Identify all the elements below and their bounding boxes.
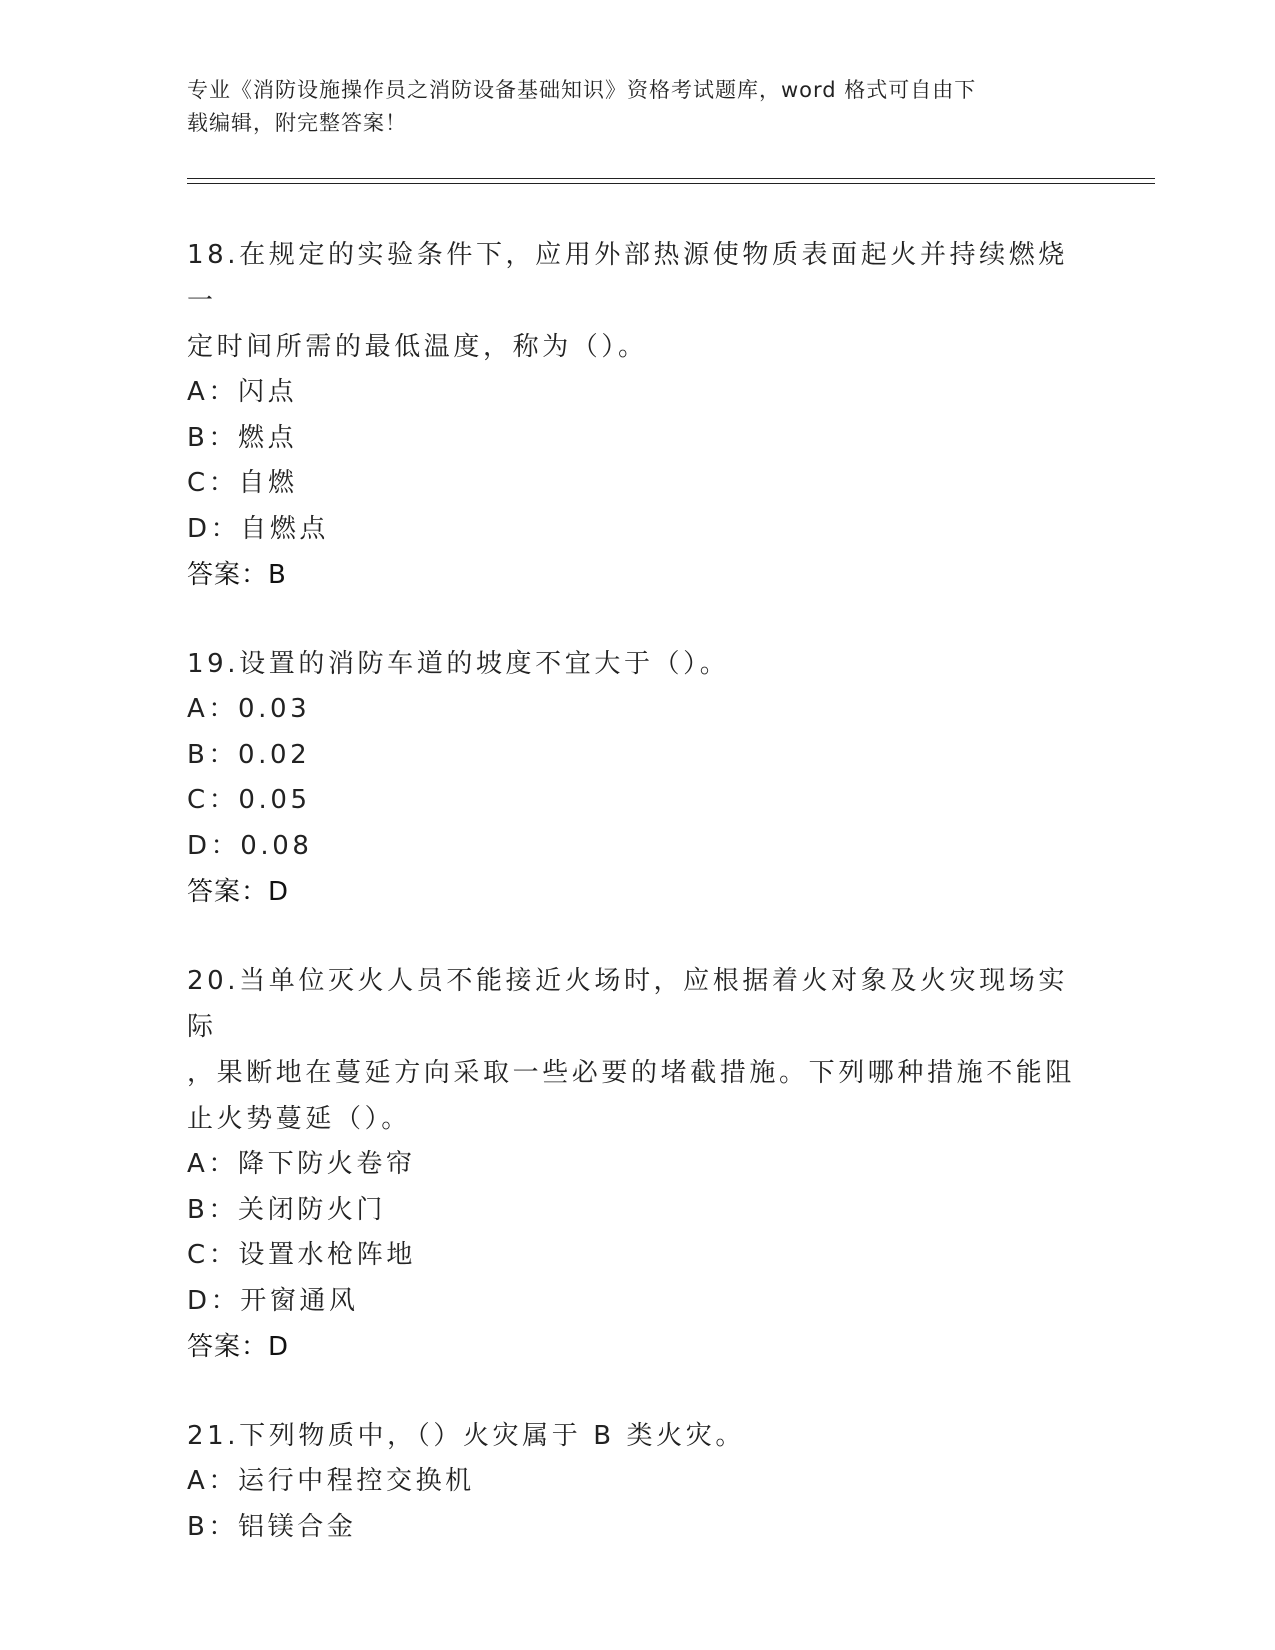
question-19 bbox=[187, 641, 1087, 915]
option-a: A：闪点 bbox=[187, 377, 298, 407]
header-divider-bottom bbox=[187, 183, 1155, 184]
option-d: D：开窗通风 bbox=[187, 1285, 359, 1316]
answer-line: 答案：D bbox=[187, 1332, 290, 1362]
question-stem-line: 19.设置的消防车道的坡度不宜大于（）。 bbox=[187, 649, 730, 679]
answer-line: 答案：D bbox=[187, 877, 290, 907]
question-stem-line: 21.下列物质中，（）火灾属于 B 类火灾。 bbox=[187, 1421, 745, 1451]
option-c: C：自燃 bbox=[187, 468, 298, 498]
option-c: C：设置水枪阵地 bbox=[187, 1240, 416, 1270]
question-stem-line: 20.当单位灭火人员不能接近火场时，应根据着火对象及火灾现场实际 bbox=[187, 966, 1068, 1042]
option-a: A：0.03 bbox=[187, 694, 311, 724]
document-header bbox=[187, 74, 1087, 140]
option-b: B：关闭防火门 bbox=[187, 1194, 387, 1225]
header-divider-top bbox=[187, 178, 1155, 179]
header-line-2: 载编辑，附完整答案！ bbox=[187, 111, 407, 135]
question-stem-line: 止火势蔓延（）。 bbox=[187, 1104, 411, 1134]
question-stem-line: 定时间所需的最低温度，称为（）。 bbox=[187, 332, 648, 362]
question-20 bbox=[187, 958, 1087, 1370]
answer-line: 答案：B bbox=[187, 560, 287, 590]
question-list bbox=[187, 232, 1087, 1550]
option-a: A：运行中程控交换机 bbox=[187, 1466, 475, 1496]
question-stem-line: ，果断地在蔓延方向采取一些必要的堵截措施。下列哪种措施不能阻 bbox=[187, 1058, 1076, 1088]
option-a: A：降下防火卷帘 bbox=[187, 1149, 416, 1179]
question-18 bbox=[187, 232, 1087, 598]
question-21 bbox=[187, 1413, 1087, 1550]
option-d: D：自燃点 bbox=[187, 513, 330, 544]
option-b: B：铝镁合金 bbox=[187, 1511, 357, 1542]
question-stem-line: 18.在规定的实验条件下，应用外部热源使物质表面起火并持续燃烧一 bbox=[187, 240, 1068, 316]
option-d: D：0.08 bbox=[187, 830, 313, 861]
option-b: B：0.02 bbox=[187, 739, 311, 770]
option-b: B：燃点 bbox=[187, 422, 298, 453]
header-line-1: 专业《消防设施操作员之消防设备基础知识》资格考试题库，word 格式可自由下 bbox=[187, 78, 977, 102]
option-c: C：0.05 bbox=[187, 785, 311, 815]
